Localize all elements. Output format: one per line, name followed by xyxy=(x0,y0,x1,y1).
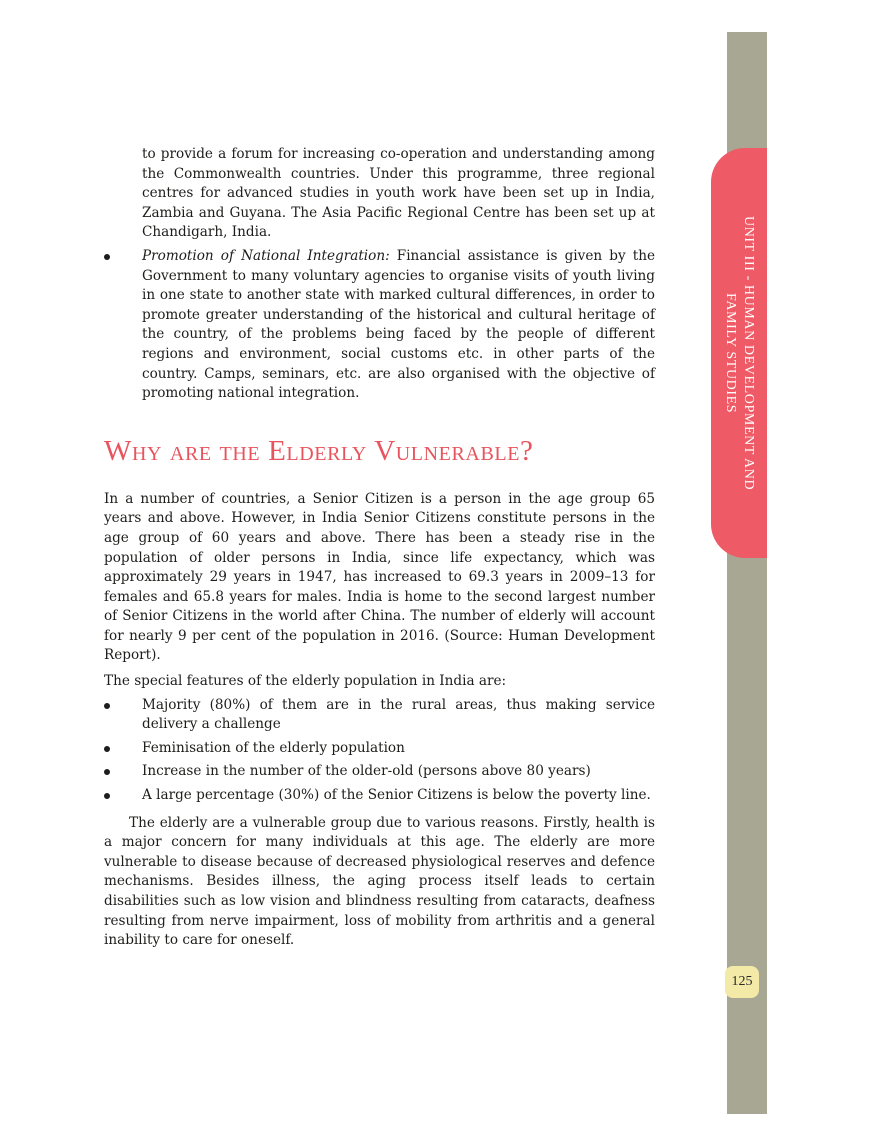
list-item: Increase in the number of the older-old (persons above 80 years) xyxy=(104,762,655,782)
unit-title-line2: FAMILY STUDIES xyxy=(723,292,738,414)
features-intro: The special features of the elderly population in India are: xyxy=(104,673,507,690)
paragraph-vulnerability: The elderly are a vulnerable group due to various reasons. Firstly, health is a major concern for many individuals at this age. The elderly are more vulnerable to disease because of decreased physiological reserves and defence mechanisms. Besides illness, the aging process itself leads to certain disabilities such as low vision and blindness resulting from cataracts, deafness resulting from nerve impairment, loss of mobility from arthritis and a general inability to care for oneself. xyxy=(104,814,655,949)
integration-list xyxy=(104,247,655,404)
page-number: 125 xyxy=(725,966,759,998)
bullet-icon xyxy=(104,793,110,799)
bullet-icon xyxy=(104,746,110,752)
bullet-icon xyxy=(104,254,110,260)
features-list xyxy=(104,696,655,806)
integration-title: Promotion of National Integration: xyxy=(142,247,390,264)
bullet-icon xyxy=(104,769,110,775)
list-item: A large percentage (30%) of the Senior Citizens is below the poverty line. xyxy=(104,786,655,806)
bullet-icon xyxy=(104,703,110,709)
unit-tab-label xyxy=(711,148,767,558)
intro-continuation: to provide a forum for increasing co-operation and understanding among the Commonwealth countries. Under this programme, three regional centres for advanced studies in youth work have been set up in India, Zambia and Guyana. The Asia Pacific Regional Centre has been set up at Chandigarh, India. xyxy=(142,146,655,241)
list-item: Feminisation of the elderly population xyxy=(104,739,655,759)
integration-text: Financial assistance is given by the Government to many voluntary agencies to organise visits of youth living in one state to another state with marked cultural differences, in order to promote greater understanding of the historical and cultural heritage of the country, of the problems being faced by the people of different regions and environment, social customs etc. in other parts of the country. Camps, seminars, etc. are also organised with the objective of promoting national integration. xyxy=(142,247,655,402)
unit-title-line1: UNIT III - HUMAN DEVELOPMENT AND xyxy=(741,215,756,491)
main-content xyxy=(104,145,655,951)
paragraph-senior-citizens: In a number of countries, a Senior Citizen is a person in the age group 65 years and above. However, in India Senior Citizens constitute persons in the age group of 60 years and above. There has been a steady rise in the population of older persons in India, since life expectancy, which was approximately 29 years in 1947, has increased to 69.3 years in 2009–13 for females and 65.8 years for males. India is home to the second largest number of Senior Citizens in the world after China. The number of elderly will account for nearly 9 per cent of the population in 2016. (Source: Human Development Report). xyxy=(104,490,655,664)
section-heading: Why are the Elderly Vulnerable? xyxy=(104,434,534,467)
list-item: Majority (80%) of them are in the rural areas, thus making service delivery a challenge xyxy=(104,696,655,735)
list-item xyxy=(104,247,655,404)
